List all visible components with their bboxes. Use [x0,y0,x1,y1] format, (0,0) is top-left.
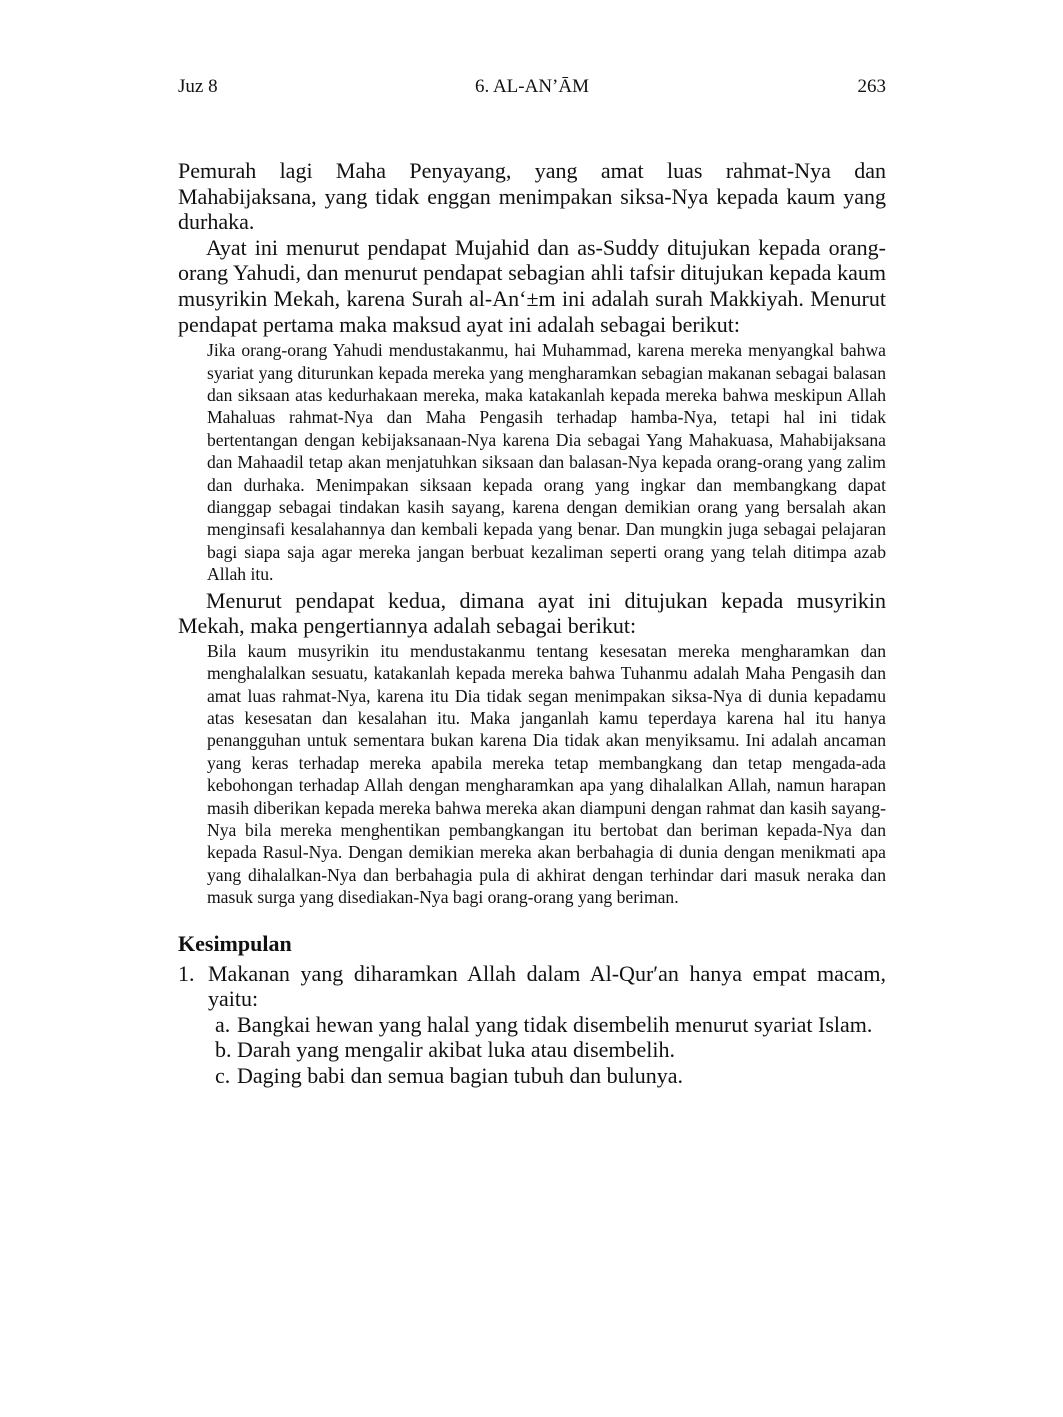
sublist-item-text: Bangkai hewan yang halal yang tidak disembelih menurut syariat Islam. [237,1011,873,1037]
sublist-letter: b. [215,1037,232,1063]
section-heading: Kesimpulan [178,930,292,956]
sublist-item [178,1037,886,1063]
list-item-text: Makanan yang diharamkan Allah dalam Al-Qur′an hanya empat macam, yaitu: [208,960,886,1012]
paragraph-second-opinion: Menurut pendapat kedua, dimana ayat ini ditujukan kepada musyrikin Mekah, maka pengertiannya adalah sebagai berikut: [178,587,886,639]
sublist-item [178,1063,886,1089]
list-item [178,961,886,1012]
block-quote-second-opinion: Bila kaum musyrikin itu mendustakanmu tentang kesesatan mereka mengharamkan dan menghalalkan sesuatu, katakanlah kepada mereka bahwa Tuhanmu adalah Maha Pengasih dan amat luas rahmat-Nya, karena itu Dia tidak segan menimpakan siksa-Nya di dunia kepadamu atas kesesatan dan kesalahan itu. Maka janganlah kamu teperdaya karena hal itu hanya penangguhan untuk sementara bukan karena Dia tidak akan menyiksamu. Ini adalah ancaman yang keras terhadap mereka apabila mereka tetap membangkang dan tetap mengada-ada kebohongan terhadap Allah dengan mengharamkan apa yang dihalalkan Allah, namun harapan masih diberikan kepada mereka bahwa mereka akan diampuni dengan rahmat dan kasih sayang-Nya bila mereka menghentikan pembangkangan itu bertobat dan beriman kepada-Nya dan kepada Rasul-Nya. Dengan demikian mereka akan berbahagia di dunia dengan menikmati apa yang dihalalkan-Nya dan berbahagia pula di akhirat dengan terhindar dari masuk neraka dan masuk surga yang disediakan-Nya bagi orang-orang yang beriman. [207,640,886,908]
paragraph-ayat-explanation: Ayat ini menurut pendapat Mujahid dan as-Suddy ditujukan kepada orang-orang Yahudi, dan menurut pendapat sebagian ahli tafsir ditujukan kepada kaum musyrikin Mekah, karena Surah al-An‘±m ini adalah surah Makkiyah. Menurut pendapat pertama maka maksud ayat ini adalah sebagai berikut: [178,234,886,337]
sublist-letter: a. [215,1011,231,1037]
block-quote-first-opinion: Jika orang-orang Yahudi mendustakanmu, hai Muhammad, karena mereka menyangkal bahwa syariat yang diturunkan kepada mereka yang mengharamkan sebagian makanan sebagai balasan dan siksaan atas kedurhakaan mereka, maka katakanlah kepada mereka bahwa meskipun Allah Mahaluas rahmat-Nya dan Maha Pengasih terhadap hamba-Nya, tetapi hal ini tidak bertentangan dengan kebijaksanaan-Nya karena Dia sebagai Yang Mahakuasa, Mahabijaksana dan Mahaadil tetap akan menjatuhkan siksaan dan balasan-Nya kepada orang-orang yang zalim dan durhaka. Menimpakan siksaan kepada orang yang ingkar dan membangkang dapat dianggap sebagai tindakan kasih sayang, karena dengan demikian orang yang bersalah akan menginsafi kesalahannya dan kembali kepada yang benar. Dan mungkin juga sebagai pelajaran bagi siapa saja agar mereka jangan berbuat kezaliman seperti orang yang telah ditimpa azab Allah itu. [207,340,886,585]
running-header [178,76,886,102]
conclusion-sublist [178,1012,886,1089]
paragraph-continuation: Pemurah lagi Maha Penyayang, yang amat luas rahmat-Nya dan Mahabijaksana, yang tidak enggan menimpakan siksa-Nya kepada kaum yang durhaka. [178,158,886,235]
sublist-letter: c. [215,1063,231,1089]
juz-label: Juz 8 [178,76,218,97]
sublist-item [178,1012,886,1038]
page-number: 263 [857,76,886,97]
list-number: 1. [178,960,195,986]
sublist-item-text: Daging babi dan semua bagian tubuh dan bulunya. [237,1063,684,1089]
page-body [178,158,886,1089]
conclusion-list [178,961,886,1089]
surah-title: 6. AL-AN’ĀM [475,76,589,97]
sublist-item-text: Darah yang mengalir akibat luka atau disembelih. [237,1037,676,1063]
